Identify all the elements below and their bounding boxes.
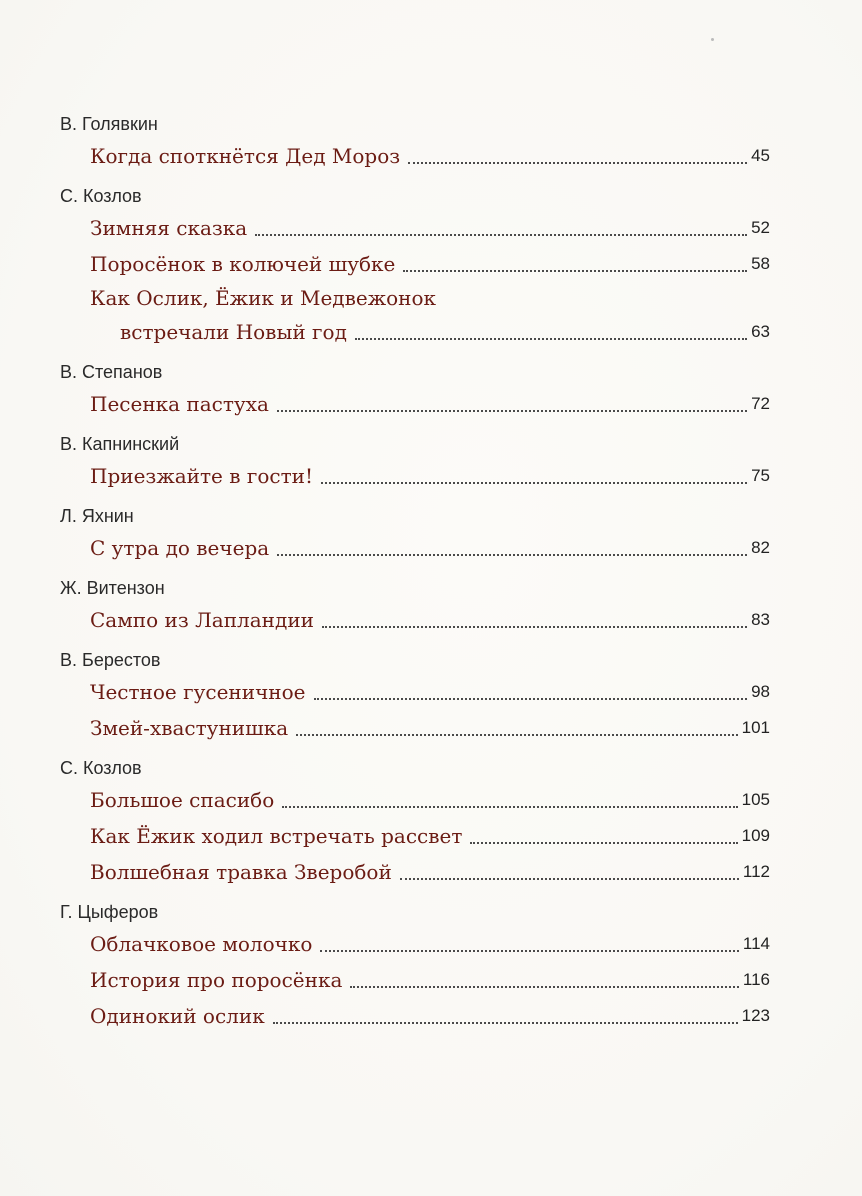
page-number: 83: [751, 610, 770, 629]
story-title: Как Ёжик ходил встречать рассвет: [90, 824, 463, 848]
toc-entry[interactable]: [90, 530, 770, 566]
story-title: Большое спасибо: [90, 788, 275, 812]
page-number: 63: [751, 322, 770, 341]
toc-entry[interactable]: [90, 458, 770, 494]
story-title-line2: встречали Новый год: [120, 320, 347, 344]
table-of-contents: [60, 110, 770, 1034]
story-title: Волшебная травка Зверобой: [90, 860, 392, 884]
story-title: Песенка пастуха: [90, 392, 269, 416]
story-title: История про поросёнка: [90, 968, 343, 992]
story-title: Облачковое молочко: [90, 932, 313, 956]
dot-leader: [273, 1021, 738, 1024]
dot-leader: [282, 805, 737, 808]
page-number: 109: [741, 826, 770, 845]
toc-entry[interactable]: [90, 854, 770, 890]
author-name: В. Капнинский: [60, 434, 180, 454]
dot-leader: [470, 841, 737, 844]
toc-entry[interactable]: [90, 782, 770, 818]
story-title: Зимняя сказка: [90, 216, 248, 240]
story-title: Поросёнок в колючей шубке: [90, 252, 396, 276]
story-title: С утра до вечера: [90, 536, 270, 560]
toc-entry[interactable]: [90, 282, 770, 350]
dot-leader: [321, 481, 747, 484]
dot-leader: [350, 985, 738, 988]
author-name: В. Берестов: [60, 650, 161, 670]
dot-leader: [403, 269, 747, 272]
toc-entry[interactable]: [90, 246, 770, 282]
author-name: Ж. Витензон: [60, 578, 165, 598]
dot-leader: [322, 625, 747, 628]
page-number: 112: [742, 862, 770, 881]
toc-entry[interactable]: [90, 674, 770, 710]
toc-entry[interactable]: [90, 818, 770, 854]
toc-entry[interactable]: [90, 602, 770, 638]
toc-entry[interactable]: [90, 926, 770, 962]
story-title: Сампо из Лапландии: [90, 608, 314, 632]
dot-leader: [320, 949, 738, 952]
page-number: 72: [751, 394, 770, 413]
page-number: 82: [751, 538, 770, 557]
story-title: Честное гусеничное: [90, 680, 306, 704]
dot-leader: [355, 337, 747, 340]
author-name: В. Степанов: [60, 362, 163, 382]
author-name: Г. Цыферов: [60, 902, 159, 922]
dot-leader: [314, 697, 748, 700]
page-number: 52: [751, 218, 770, 237]
dot-leader: [296, 733, 738, 736]
dot-leader: [400, 877, 739, 880]
dot-leader: [277, 409, 747, 412]
page-number: 116: [742, 970, 770, 989]
page-number: 123: [741, 1006, 770, 1025]
page-number: 45: [751, 146, 770, 165]
author-name: В. Голявкин: [60, 114, 158, 134]
dot-leader: [255, 233, 747, 236]
story-title: Приезжайте в гости!: [90, 464, 313, 488]
page-number: 101: [741, 718, 770, 737]
toc-entry[interactable]: [90, 138, 770, 174]
story-title: Когда споткнётся Дед Мороз: [90, 144, 401, 168]
page-number: 98: [751, 682, 770, 701]
page-number: 114: [742, 934, 770, 953]
page-number: 75: [751, 466, 770, 485]
toc-entry[interactable]: [90, 386, 770, 422]
story-title: Одинокий ослик: [90, 1004, 265, 1028]
toc-entry[interactable]: [90, 998, 770, 1034]
author-name: С. Козлов: [60, 758, 142, 778]
paper-speck: [711, 38, 714, 41]
toc-entry[interactable]: [90, 710, 770, 746]
author-name: Л. Яхнин: [60, 506, 134, 526]
author-name: С. Козлов: [60, 186, 142, 206]
toc-entry[interactable]: [90, 210, 770, 246]
page-number: 105: [741, 790, 770, 809]
dot-leader: [277, 553, 747, 556]
story-title: Змей-хвастунишка: [90, 716, 289, 740]
page-number: 58: [751, 254, 770, 273]
toc-entry[interactable]: [90, 962, 770, 998]
dot-leader: [408, 161, 747, 164]
story-title-line1: Как Ослик, Ёжик и Медвежонок: [90, 286, 437, 310]
